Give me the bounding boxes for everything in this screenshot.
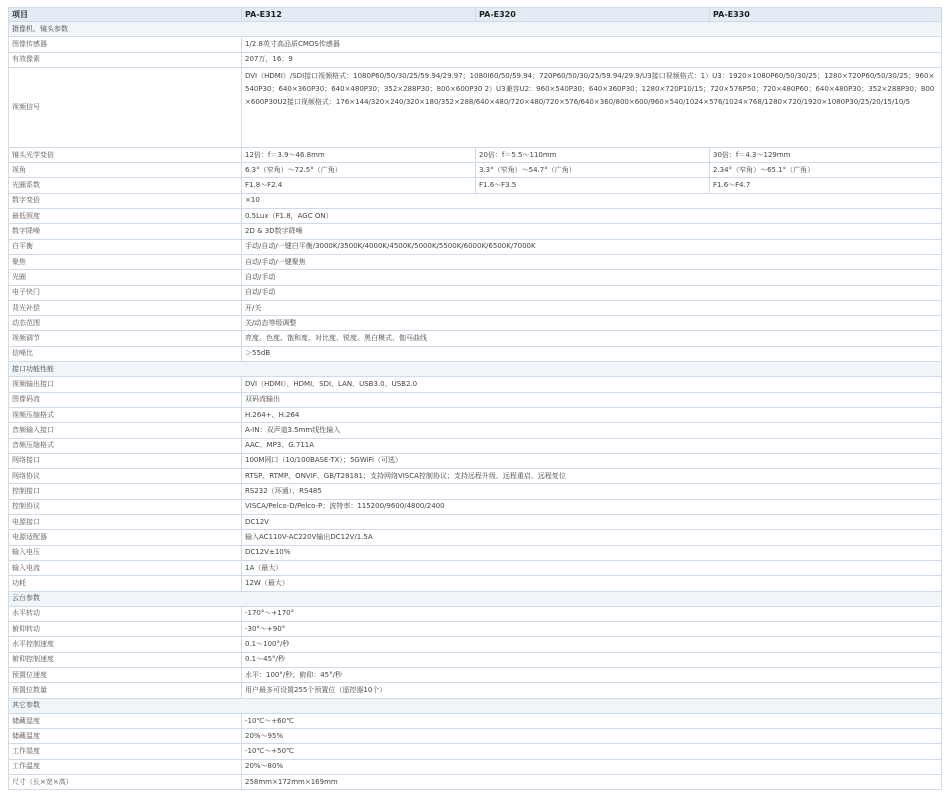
spec-row (9, 545, 942, 560)
spec-value: 手动/自动/一键白平衡/3000K/3500K/4000K/4500K/5000K/5500K/6000K/6500K/7000K (242, 239, 942, 254)
spec-value: -30°～+90° (242, 622, 942, 637)
spec-label: 视频信号 (9, 67, 242, 147)
spec-row (9, 775, 942, 790)
spec-value: 100M网口（10/100BASE-TX）；5GWiFi（可选） (242, 453, 942, 468)
spec-row (9, 713, 942, 728)
spec-label: 储藏温度 (9, 729, 242, 744)
section-title: 接口功能性能 (9, 362, 942, 377)
spec-value: 自动/手动 (242, 270, 942, 285)
spec-row (9, 270, 942, 285)
spec-label: 功耗 (9, 576, 242, 591)
spec-value: 输入AC110V-AC220V输出DC12V/1.5A (242, 530, 942, 545)
spec-value: 12W（最大） (242, 576, 942, 591)
spec-value: ＞55dB (242, 346, 942, 361)
spec-value: 0.5Lux（F1.8，AGC ON） (242, 209, 942, 224)
spec-row (9, 759, 942, 774)
spec-label: 预置位速度 (9, 667, 242, 682)
header-model-e320: PA-E320 (476, 8, 710, 22)
spec-row (9, 178, 942, 193)
spec-row (9, 193, 942, 208)
spec-value-model-1: 12倍：f＝3.9～46.8mm (242, 147, 476, 162)
spec-value: A-IN：双声道3.5mm线性输入 (242, 423, 942, 438)
spec-row (9, 622, 942, 637)
spec-row (9, 606, 942, 621)
spec-value: 自动/手动 (242, 285, 942, 300)
spec-value-model-3: 30倍：f＝4.3～129mm (710, 147, 942, 162)
spec-value: 0.1～100°/秒 (242, 637, 942, 652)
spec-label: 视角 (9, 163, 242, 178)
spec-row (9, 239, 942, 254)
spec-label: 音频压缩格式 (9, 438, 242, 453)
spec-table-body (9, 22, 942, 790)
spec-value: 207万，16：9 (242, 52, 942, 67)
spec-label: 控制协议 (9, 499, 242, 514)
spec-label: 数字降噪 (9, 224, 242, 239)
spec-value: ×10 (242, 193, 942, 208)
spec-label: 电子快门 (9, 285, 242, 300)
spec-label: 图像传感器 (9, 37, 242, 52)
spec-label: 工作湿度 (9, 744, 242, 759)
spec-row (9, 392, 942, 407)
spec-row (9, 560, 942, 575)
spec-row (9, 37, 942, 52)
header-row (9, 8, 942, 22)
spec-label: 数字变倍 (9, 193, 242, 208)
header-model-e330: PA-E330 (710, 8, 942, 22)
spec-value: 关/动态等级调整 (242, 316, 942, 331)
spec-label: 视频压缩格式 (9, 407, 242, 422)
spec-value: 自动/手动/一键聚焦 (242, 254, 942, 269)
spec-label: 最低照度 (9, 209, 242, 224)
spec-row (9, 637, 942, 652)
spec-label: 视频调节 (9, 331, 242, 346)
spec-value: -10℃～+50℃ (242, 744, 942, 759)
spec-value: DVI（HDMI）、HDMI、SDI、LAN、USB3.0、USB2.0 (242, 377, 942, 392)
spec-row (9, 576, 942, 591)
spec-value: H.264+、H.264 (242, 407, 942, 422)
spec-value-model-2: 20倍：f＝5.5～110mm (476, 147, 710, 162)
spec-row (9, 52, 942, 67)
spec-label: 信噪比 (9, 346, 242, 361)
spec-label: 光圈系数 (9, 178, 242, 193)
spec-label: 镜头光学变倍 (9, 147, 242, 162)
spec-row (9, 469, 942, 484)
spec-row (9, 331, 942, 346)
spec-row (9, 285, 942, 300)
spec-label: 图像码流 (9, 392, 242, 407)
spec-row (9, 316, 942, 331)
spec-value: DC12V (242, 515, 942, 530)
spec-label: 视频输出接口 (9, 377, 242, 392)
spec-value-model-1: 6.3°（窄角）～72.5°（广角） (242, 163, 476, 178)
spec-row (9, 744, 942, 759)
spec-value: RTSP、RTMP、ONVIF、GB/T28181；支持网络VISCA控制协议；支持远程升级、远程重启、远程复位 (242, 469, 942, 484)
spec-value: 1/2.8英寸高品质CMOS传感器 (242, 37, 942, 52)
spec-label: 网络协议 (9, 469, 242, 484)
spec-value-model-3: F1.6～F4.7 (710, 178, 942, 193)
spec-label: 聚焦 (9, 254, 242, 269)
spec-row (9, 300, 942, 315)
spec-value: VISCA/Pelco-D/Pelco-P；波特率：115200/9600/4800/2400 (242, 499, 942, 514)
spec-value: 亮度、色度、饱和度、对比度、锐度、黑白模式、伽马曲线 (242, 331, 942, 346)
section-row (9, 698, 942, 713)
spec-label: 网络接口 (9, 453, 242, 468)
spec-row (9, 667, 942, 682)
spec-label: 储藏湿度 (9, 713, 242, 728)
spec-value: 用户最多可设置255个预置位（遥控器10个） (242, 683, 942, 698)
section-row (9, 362, 942, 377)
spec-row (9, 407, 942, 422)
spec-value: 2D & 3D数字降噪 (242, 224, 942, 239)
spec-value-model-2: 3.3°（窄角）～54.7°（广角） (476, 163, 710, 178)
spec-label: 水平转动 (9, 606, 242, 621)
spec-label: 俯仰控制速度 (9, 652, 242, 667)
spec-table-container (8, 7, 941, 790)
spec-value-model-2: F1.6～F3.5 (476, 178, 710, 193)
spec-label: 音频输入接口 (9, 423, 242, 438)
spec-row (9, 438, 942, 453)
spec-label: 尺寸（长×宽×高） (9, 775, 242, 790)
spec-label: 背光补偿 (9, 300, 242, 315)
spec-row (9, 729, 942, 744)
spec-value: 水平：100°/秒；俯仰：45°/秒 (242, 667, 942, 682)
spec-row (9, 453, 942, 468)
spec-row (9, 224, 942, 239)
spec-value: DVI（HDMI）/SDI接口视频格式：1080P60/50/30/25/59.94/29.97；1080I60/50/59.94；720P60/50/30/25/59.94/29.9/U3接口视频格式：1）U3：1920×1080P60/50/30/25；1280×720P60/50/30/25；960×540P30；640×360P30；640×480P30；352×288P30；800×600P30 2）U3兼容U2：960×540P30；640×360P30；1280×720P10/15；720×576P50；720×480P60；640×480P30；352×288P30；800×600P30U2接口视频格式：176×144/320×240/320×180/352×288/640×480/720×480/720×576/640×360/800×600/960×540/1024×576/1024×768/1280×720/1920×1080P30/25/20/15/10/5 (242, 67, 942, 147)
spec-label: 白平衡 (9, 239, 242, 254)
spec-row (9, 254, 942, 269)
spec-row (9, 163, 942, 178)
spec-value: 258mm×172mm×169mm (242, 775, 942, 790)
spec-label: 水平控制速度 (9, 637, 242, 652)
spec-value: -10℃～+60℃ (242, 713, 942, 728)
spec-value: 1A（最大） (242, 560, 942, 575)
spec-row (9, 652, 942, 667)
section-row (9, 591, 942, 606)
spec-value-model-1: F1.8～F2.4 (242, 178, 476, 193)
spec-label: 预置位数量 (9, 683, 242, 698)
spec-row (9, 209, 942, 224)
spec-value: 双码流输出 (242, 392, 942, 407)
spec-label: 有效像素 (9, 52, 242, 67)
spec-label: 俯仰转动 (9, 622, 242, 637)
spec-value: RS232（环通）、RS485 (242, 484, 942, 499)
section-title: 云台参数 (9, 591, 942, 606)
spec-row (9, 530, 942, 545)
spec-value-model-3: 2.34°（窄角）～65.1°（广角） (710, 163, 942, 178)
spec-value: -170°～+170° (242, 606, 942, 621)
spec-label: 输入电流 (9, 560, 242, 575)
spec-row (9, 147, 942, 162)
spec-value: 开/关 (242, 300, 942, 315)
spec-value: 20%～80% (242, 759, 942, 774)
spec-value: AAC、MP3、G.711A (242, 438, 942, 453)
spec-label: 输入电压 (9, 545, 242, 560)
header-item: 项目 (9, 8, 242, 22)
spec-row (9, 67, 942, 147)
section-title: 其它参数 (9, 698, 942, 713)
spec-label: 工作温度 (9, 759, 242, 774)
spec-row (9, 515, 942, 530)
spec-row (9, 484, 942, 499)
spec-label: 电源适配器 (9, 530, 242, 545)
spec-row (9, 499, 942, 514)
spec-table (8, 7, 942, 790)
spec-label: 光圈 (9, 270, 242, 285)
section-title: 摄像机、镜头参数 (9, 22, 942, 37)
spec-row (9, 346, 942, 361)
spec-row (9, 423, 942, 438)
section-row (9, 22, 942, 37)
spec-label: 电源接口 (9, 515, 242, 530)
spec-label: 控制接口 (9, 484, 242, 499)
spec-row (9, 683, 942, 698)
spec-value: 20%～95% (242, 729, 942, 744)
spec-label: 动态范围 (9, 316, 242, 331)
spec-value: 0.1～45°/秒 (242, 652, 942, 667)
header-model-e312: PA-E312 (242, 8, 476, 22)
spec-row (9, 377, 942, 392)
spec-value: DC12V±10% (242, 545, 942, 560)
